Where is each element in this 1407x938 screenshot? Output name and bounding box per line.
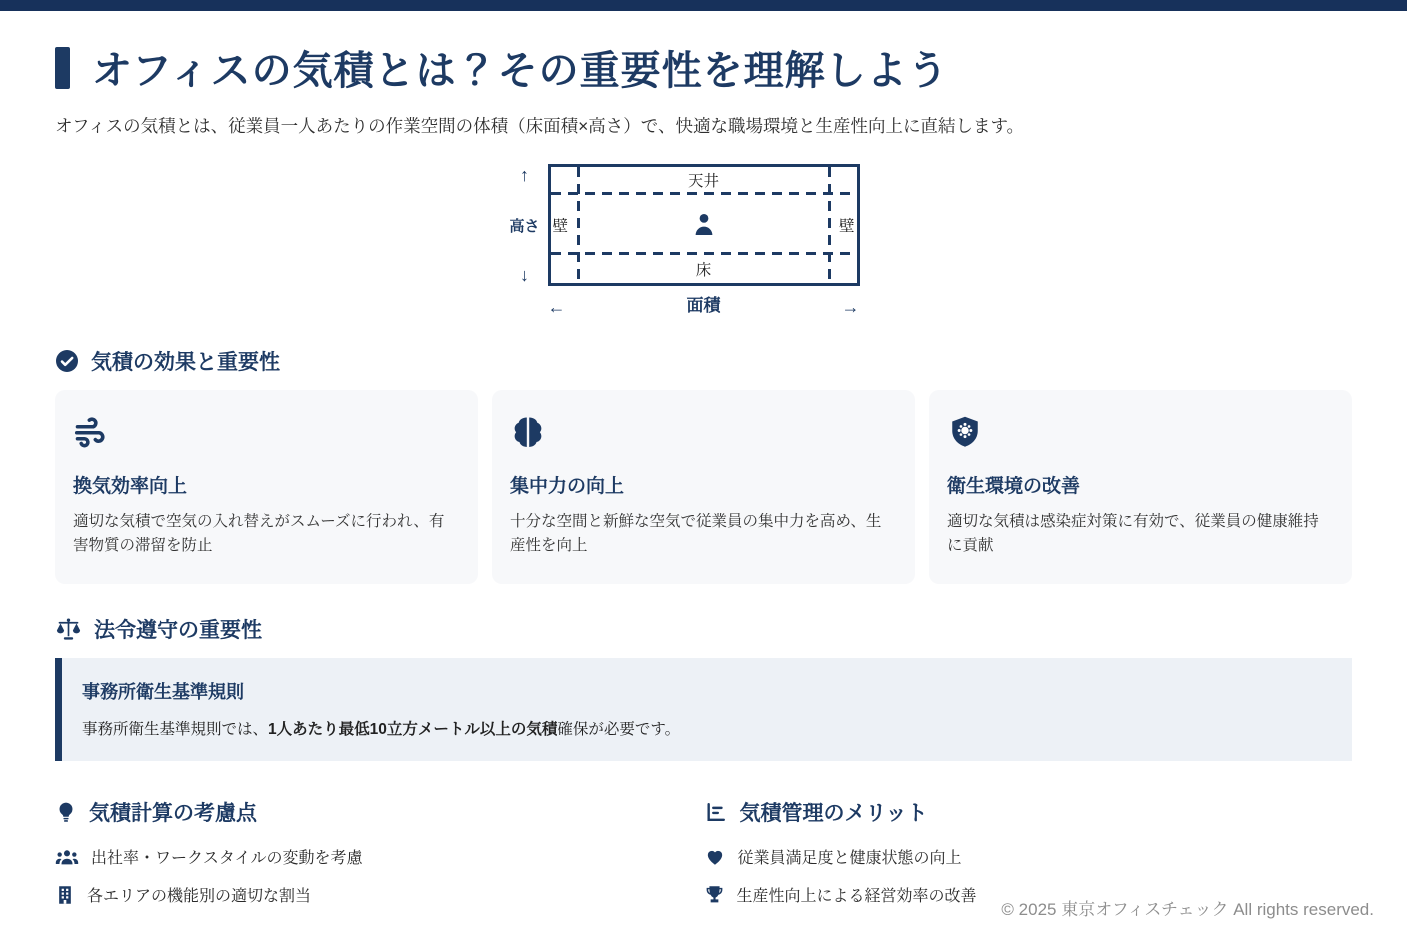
considerations-column: [55, 797, 704, 906]
card-body: 十分な空間と新鮮な空気で従業員の集中力を高め、生産性を向上: [510, 513, 882, 555]
copyright-footer: © 2025 東京オフィスチェック All rights reserved.: [1001, 900, 1374, 919]
heart-icon: [704, 847, 726, 867]
page-content: [0, 39, 1407, 906]
list-item-text: 従業員満足度と健康状態の向上: [737, 850, 962, 868]
height-label: 高さ: [509, 217, 540, 235]
list-item-text: 各エリアの機能別の適切な割当: [87, 888, 312, 906]
card-hygiene: [929, 390, 1352, 584]
floor-dashed-line: [551, 252, 857, 255]
card-body: 適切な気積は感染症対策に有効で、従業員の健康維持に貢献: [947, 513, 1319, 555]
ceiling-label: 天井: [684, 169, 723, 191]
list-item-text: 生産性向上による経営効率の改善: [736, 888, 977, 906]
check-circle-icon: [55, 349, 79, 373]
section-merits-title: 気積管理のメリット: [739, 802, 928, 826]
section-considerations-heading: [55, 797, 704, 827]
bottom-columns: [55, 797, 1352, 906]
list-item: [55, 883, 704, 906]
section-considerations-title: 気積計算の考慮点: [89, 802, 257, 826]
arrow-left-icon: ←: [547, 297, 566, 317]
page-title: オフィスの気積とは？その重要性を理解しよう: [92, 49, 949, 93]
considerations-list: [55, 845, 704, 906]
users-icon: [55, 846, 79, 868]
arrow-up-icon: ↑: [520, 165, 529, 185]
air-volume-diagram: [55, 164, 1352, 316]
title-block: [55, 39, 1352, 96]
top-accent-bar: [0, 0, 1407, 11]
section-compliance-title: 法令遵守の重要性: [94, 619, 262, 643]
regulation-body-bold: 1人あたり最低10立方メートル以上の気積: [268, 721, 558, 739]
person-icon: [689, 209, 719, 239]
section-merits-heading: [704, 797, 1353, 827]
list-item-text: 出社率・ワークスタイルの変動を考慮: [91, 850, 363, 868]
arrow-right-icon: →: [841, 297, 860, 317]
page-subtitle: オフィスの気積とは、従業員一人あたりの作業空間の体積（床面積×高さ）で、快適な職場環境と生産性向上に直結します。: [55, 116, 1025, 136]
section-effects-title: 気積の効果と重要性: [91, 351, 280, 374]
arrow-down-icon: ↓: [520, 265, 529, 285]
room-cross-section: [548, 164, 860, 286]
brain-icon: [510, 414, 546, 450]
merits-column: [704, 797, 1353, 906]
trophy-icon: [704, 884, 725, 906]
section-compliance-heading: [55, 614, 1352, 644]
regulation-body-prefix: 事務所衛生基準規則では、: [82, 721, 269, 739]
building-icon: [55, 884, 75, 906]
card-title: 衛生環境の改善: [947, 476, 1081, 497]
wind-icon: [73, 414, 109, 450]
ceiling-dashed-line: [551, 192, 857, 195]
card-ventilation: [55, 390, 478, 584]
diagram-area-axis: [548, 286, 860, 316]
regulation-body: [82, 717, 1328, 739]
list-item: [704, 845, 1353, 868]
wall-left-label: 壁: [552, 214, 570, 236]
effect-cards: [55, 390, 1352, 584]
diagram-height-axis: [508, 164, 548, 286]
right-wall-dashed-line: [828, 167, 831, 283]
scales-icon: [55, 617, 82, 642]
shield-virus-icon: [947, 414, 983, 450]
left-wall-dashed-line: [577, 167, 580, 283]
floor-label: 床: [692, 258, 716, 280]
chart-bars-icon: [704, 801, 728, 823]
list-item: [55, 845, 704, 868]
diagram-right-spacer: [860, 164, 900, 286]
wall-right-label: 壁: [838, 214, 856, 236]
card-concentration: [492, 390, 915, 584]
regulation-body-suffix: 確保が必要です。: [557, 721, 681, 739]
area-label: 面積: [686, 296, 721, 315]
section-effects-heading: [55, 346, 1352, 376]
card-title: 集中力の向上: [510, 476, 625, 497]
regulation-callout: [55, 658, 1352, 761]
lightbulb-icon: [55, 800, 77, 824]
card-title: 換気効率向上: [73, 476, 188, 497]
regulation-title: 事務所衛生基準規則: [82, 682, 244, 703]
card-body: 適切な気積で空気の入れ替えがスムーズに行われ、有害物質の滞留を防止: [73, 513, 445, 555]
title-accent-bar: [55, 47, 70, 89]
